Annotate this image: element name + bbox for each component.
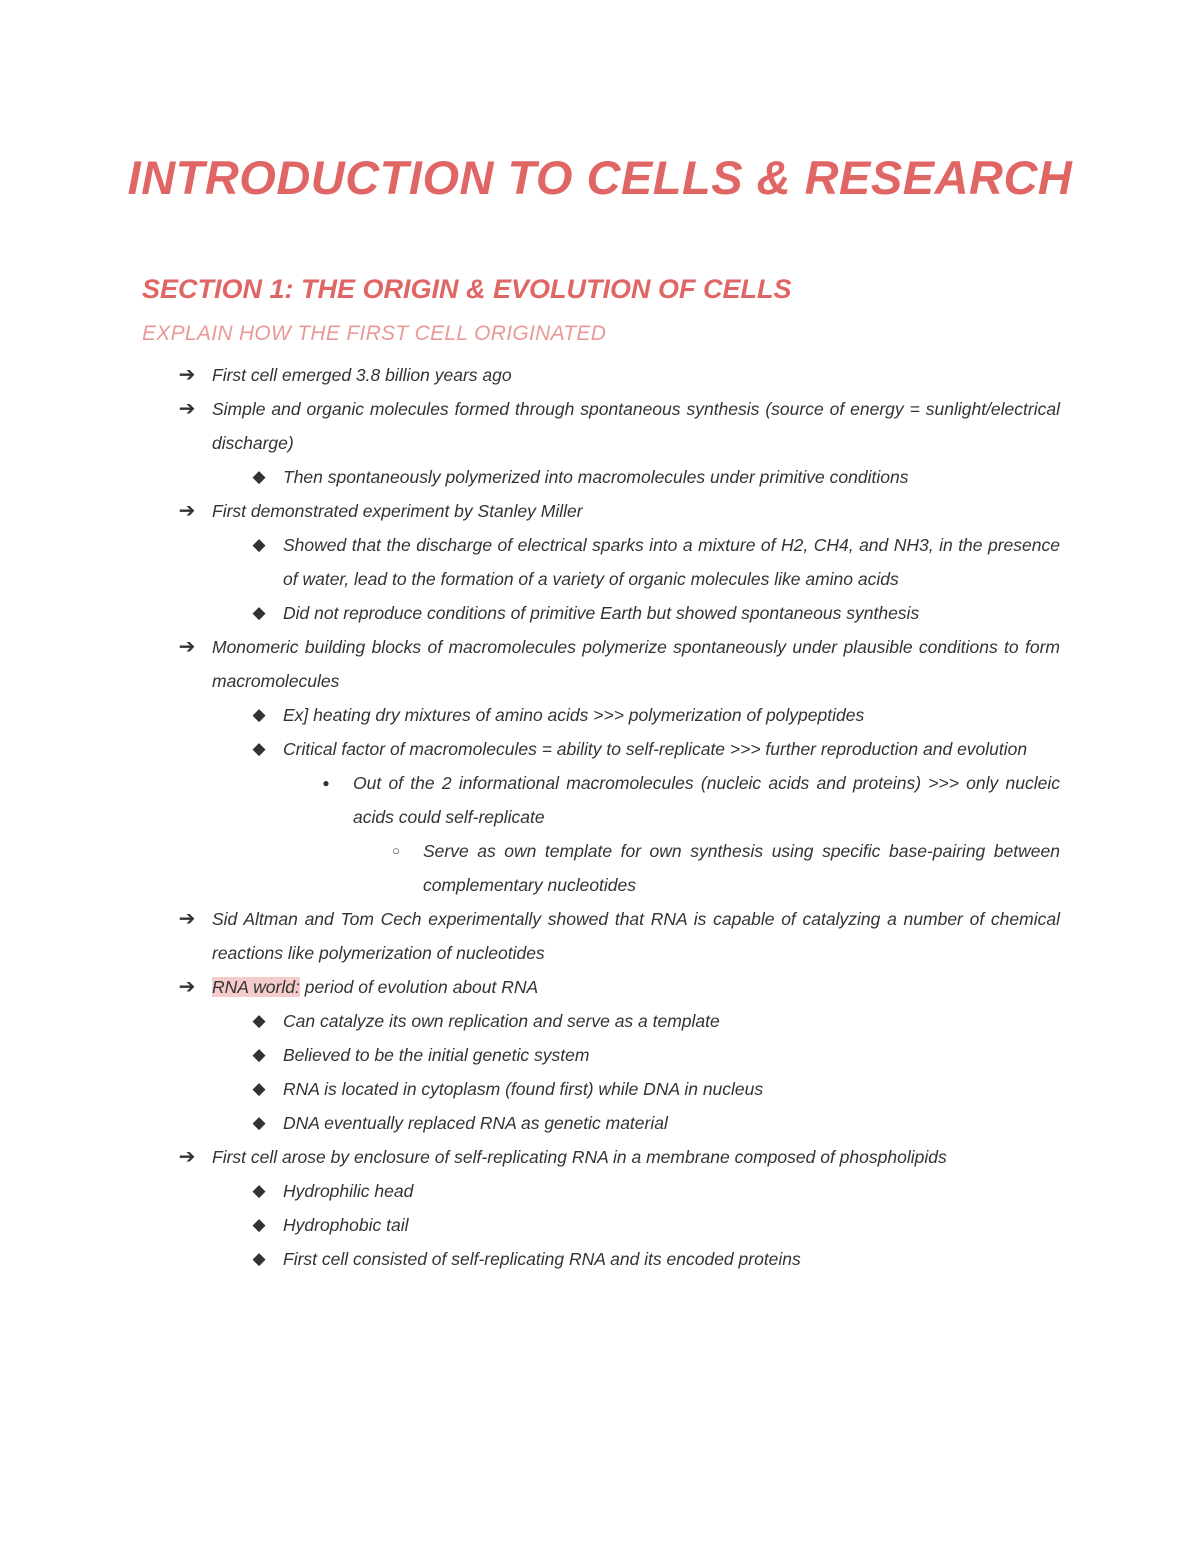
list-item-text: First cell emerged 3.8 billion years ago — [212, 365, 512, 385]
diamond-bullet-icon: ◆ — [252, 1079, 266, 1098]
diamond-bullet-icon: ◆ — [252, 705, 266, 724]
arrow-bullet-icon: ➔ — [178, 398, 196, 420]
rna-world-highlight: RNA world: — [212, 977, 300, 997]
arrow-bullet-icon: ➔ — [178, 1146, 196, 1168]
diamond-bullet-icon: ◆ — [252, 1113, 266, 1132]
list-item — [0, 630, 1200, 698]
list-item — [0, 1004, 1200, 1038]
list-item-text: Hydrophobic tail — [283, 1215, 409, 1235]
list-item — [0, 1242, 1200, 1276]
list-item-text: First demonstrated experiment by Stanley Miller — [212, 501, 583, 521]
document-title: INTRODUCTION TO CELLS & RESEARCH — [127, 151, 1073, 204]
diamond-bullet-icon: ◆ — [252, 1215, 266, 1234]
list-item — [0, 970, 1200, 1004]
list-item — [0, 902, 1200, 970]
list-item — [0, 1174, 1200, 1208]
list-item — [0, 392, 1200, 460]
notes-list — [0, 358, 1200, 1276]
sub-heading: EXPLAIN HOW THE FIRST CELL ORIGINATED — [142, 322, 607, 345]
circle-bullet-icon: ○ — [392, 843, 400, 858]
list-item-text: First cell consisted of self-replicating RNA and its encoded proteins — [283, 1249, 801, 1269]
list-item-text: Believed to be the initial genetic system — [283, 1045, 590, 1065]
list-item-text: Then spontaneously polymerized into macromolecules under primitive conditions — [283, 467, 909, 487]
diamond-bullet-icon: ◆ — [252, 535, 266, 554]
diamond-bullet-icon: ◆ — [252, 1011, 266, 1030]
diamond-bullet-icon: ◆ — [252, 739, 266, 758]
list-item — [0, 1106, 1200, 1140]
list-item — [0, 766, 1200, 834]
list-item — [0, 1038, 1200, 1072]
list-item-text: Sid Altman and Tom Cech experimentally showed that RNA is capable of catalyzing a number of chemical reactions like polymerization of nucleotides — [212, 909, 1060, 963]
list-item-text: Showed that the discharge of electrical sparks into a mixture of H2, CH4, and NH3, in the presence of water, lead to the formation of a variety of organic molecules like amino acids — [283, 535, 1060, 589]
arrow-bullet-icon: ➔ — [178, 976, 196, 998]
list-item — [0, 1072, 1200, 1106]
list-item — [0, 834, 1200, 902]
list-item-text: First cell arose by enclosure of self-replicating RNA in a membrane composed of phospholipids — [212, 1147, 947, 1167]
arrow-bullet-icon: ➔ — [178, 500, 196, 522]
list-item — [0, 596, 1200, 630]
list-item-text: Ex] heating dry mixtures of amino acids >>> polymerization of polypeptides — [283, 705, 865, 725]
list-item — [0, 698, 1200, 732]
diamond-bullet-icon: ◆ — [252, 1249, 266, 1268]
list-item-text: Monomeric building blocks of macromolecules polymerize spontaneously under plausible conditions to form macromolecules — [212, 637, 1060, 691]
list-item — [0, 358, 1200, 392]
list-item-text: Serve as own template for own synthesis using specific base-pairing between complementary nucleotides — [423, 841, 1060, 895]
list-item-text: Did not reproduce conditions of primitive Earth but showed spontaneous synthesis — [283, 603, 920, 623]
list-item-text: Can catalyze its own replication and serve as a template — [283, 1011, 720, 1031]
diamond-bullet-icon: ◆ — [252, 1181, 266, 1200]
arrow-bullet-icon: ➔ — [178, 636, 196, 658]
diamond-bullet-icon: ◆ — [252, 467, 266, 486]
list-item — [0, 1208, 1200, 1242]
list-item-text: Hydrophilic head — [283, 1181, 414, 1201]
list-item-text: Simple and organic molecules formed through spontaneous synthesis (source of energy = sunlight/electrical discharge) — [212, 399, 1060, 453]
list-item-text: DNA eventually replaced RNA as genetic material — [283, 1113, 668, 1133]
arrow-bullet-icon: ➔ — [178, 908, 196, 930]
list-item-text: Critical factor of macromolecules = ability to self-replicate >>> further reproduction and evolution — [283, 739, 1028, 759]
list-item-text: Out of the 2 informational macromolecules (nucleic acids and proteins) >>> only nucleic acids could self-replicate — [353, 773, 1060, 827]
list-item — [0, 494, 1200, 528]
list-item — [0, 528, 1200, 596]
arrow-bullet-icon: ➔ — [178, 364, 196, 386]
list-item-text: RNA is located in cytoplasm (found first) while DNA in nucleus — [283, 1079, 764, 1099]
rna-world-definition: period of evolution about RNA — [299, 977, 539, 997]
list-item-text — [212, 970, 1060, 1004]
list-item — [0, 460, 1200, 494]
dot-bullet-icon: ● — [322, 776, 330, 790]
diamond-bullet-icon: ◆ — [252, 603, 266, 622]
list-item — [0, 1140, 1200, 1174]
list-item — [0, 732, 1200, 766]
section-heading: SECTION 1: THE ORIGIN & EVOLUTION OF CELLS — [142, 274, 792, 304]
diamond-bullet-icon: ◆ — [252, 1045, 266, 1064]
